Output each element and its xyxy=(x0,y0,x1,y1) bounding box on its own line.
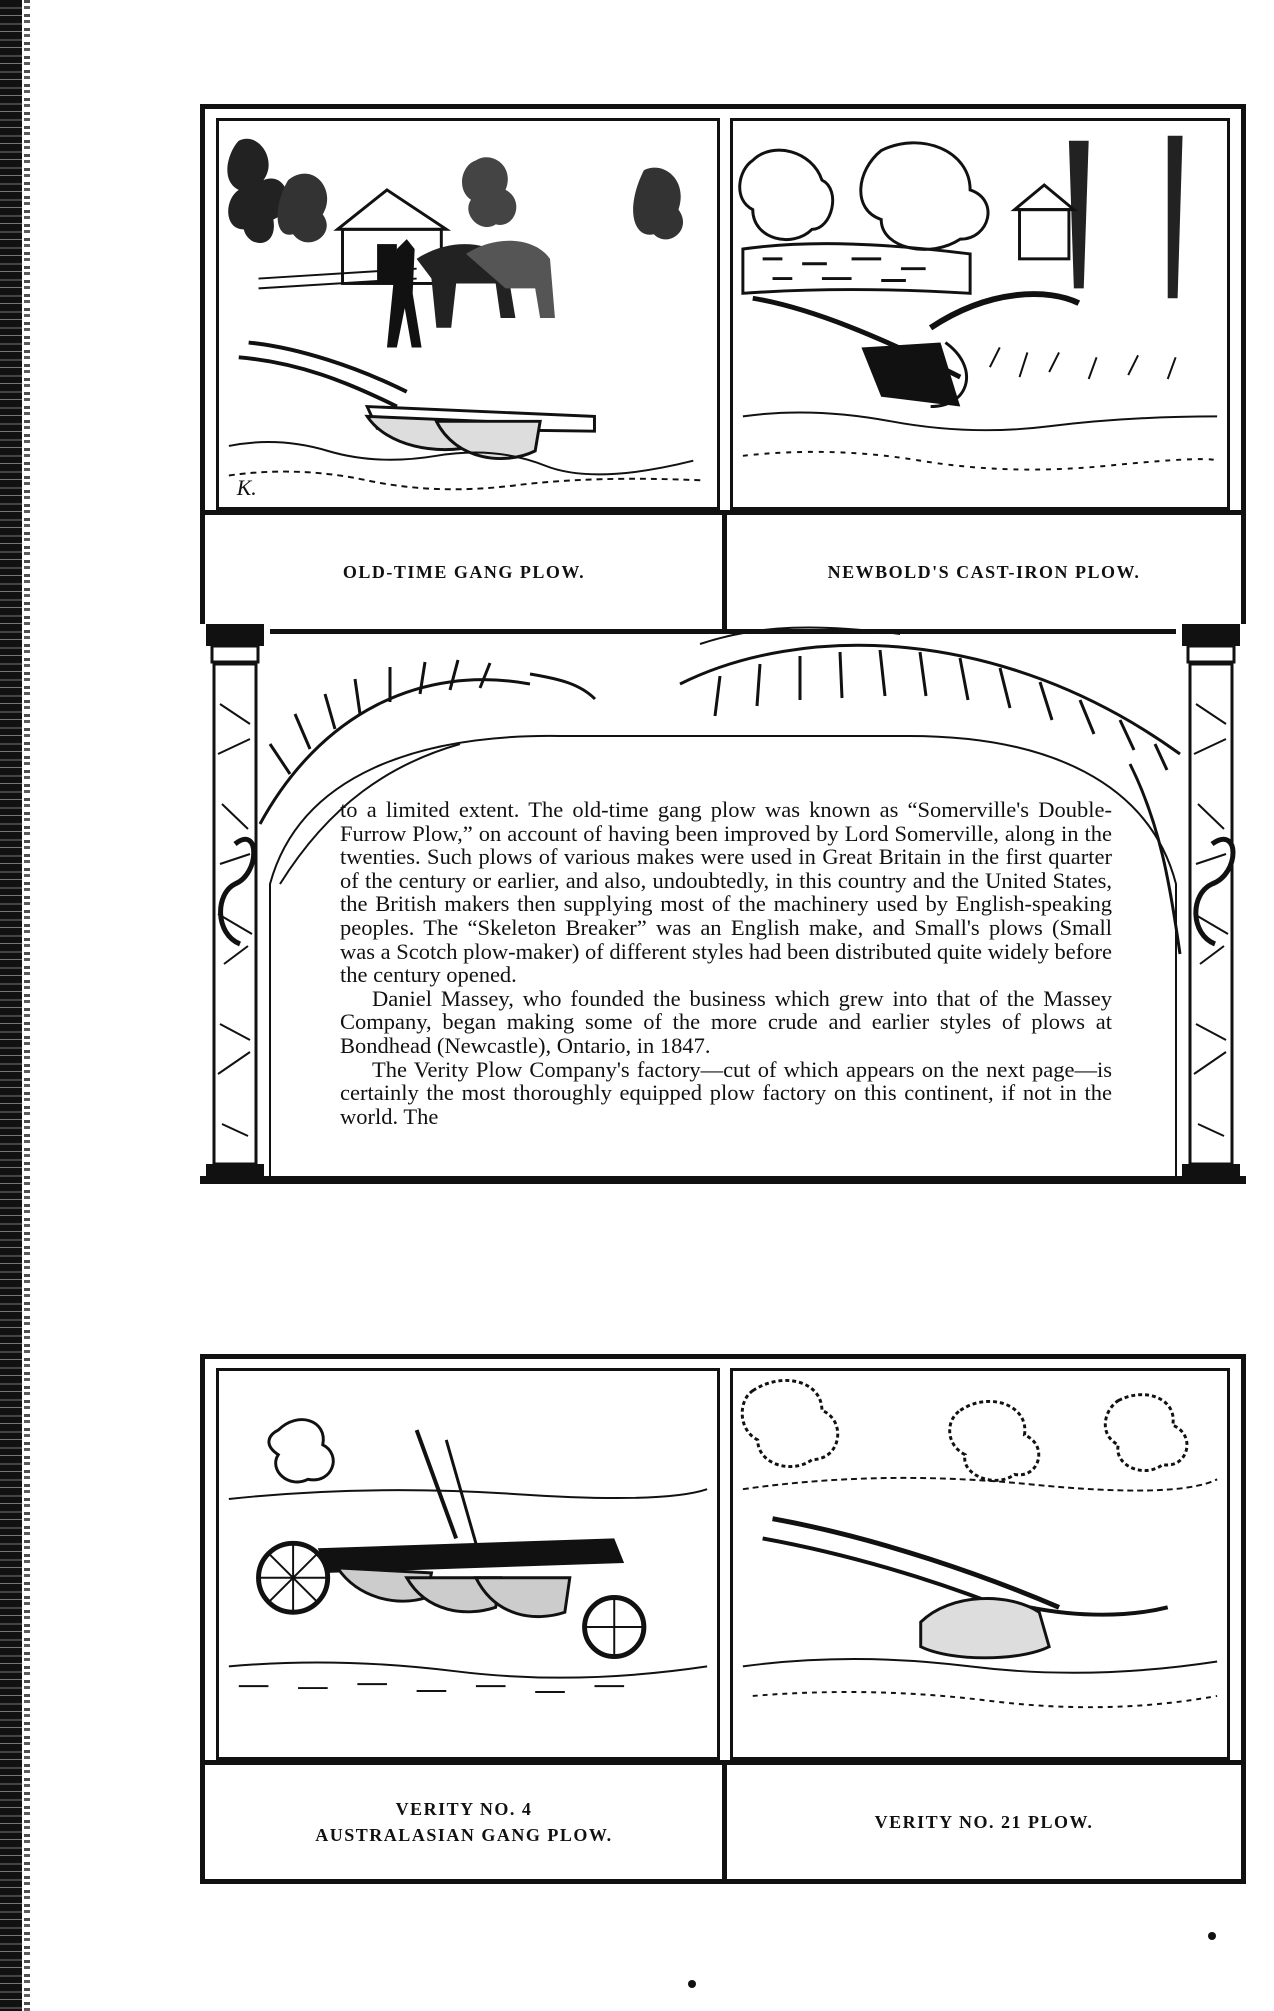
page-panel xyxy=(200,104,1246,1884)
body-text xyxy=(340,798,1112,1358)
illustration-verity-no21-plow xyxy=(730,1368,1230,1760)
caption-old-time-gang-plow: OLD-TIME GANG PLOW. xyxy=(200,510,728,634)
illustration-newbolds-cast-iron-plow xyxy=(730,118,1230,510)
scanned-binding-edge-inner xyxy=(24,0,30,2011)
illustration-signature: K. xyxy=(236,476,257,501)
caption-verity-no21-plow: VERITY NO. 21 PLOW. xyxy=(722,1760,1246,1884)
illustration-verity-no4-gang-plow xyxy=(216,1368,720,1760)
scan-speck xyxy=(1208,1932,1216,1940)
scan-speck xyxy=(688,1980,696,1988)
scanned-binding-edge xyxy=(0,0,22,2011)
paragraph-3: The Verity Plow Company's factory—cut of which appears on the next page—is certainly the most thoroughly equipped plow factory on this continent, if not in the world. The xyxy=(340,1056,1112,1129)
paragraph-1: to a limited extent. The old-time gang plow was known as “Somerville's Double-Furrow Plow,” on account of having been improved by Lord Somerville, along in the twenties. Such plows of various makes were used in Great Britain in the first quarter of the century or earlier, and also, undoubtedly, in this country and the United States, the British makers then supplying most of the machinery used by English-speaking peoples. The “Skeleton Breaker” was an English make, and Small's plows (Small was a Scotch plow-maker) of different styles had been distributed quite widely before the century opened. xyxy=(340,797,1112,988)
caption-verity-no4-gang-plow: VERITY NO. 4 AUSTRALASIAN GANG PLOW. xyxy=(200,1760,728,1884)
paragraph-2: Daniel Massey, who founded the business which grew into that of the Massey Company, began making some of the more crude and earlier styles of plows at Bondhead (Newcastle), Ontario, in 1847. xyxy=(340,985,1112,1058)
caption-newbolds-cast-iron-plow: NEWBOLD'S CAST-IRON PLOW. xyxy=(722,510,1246,634)
illustration-old-time-gang-plow xyxy=(216,118,720,510)
